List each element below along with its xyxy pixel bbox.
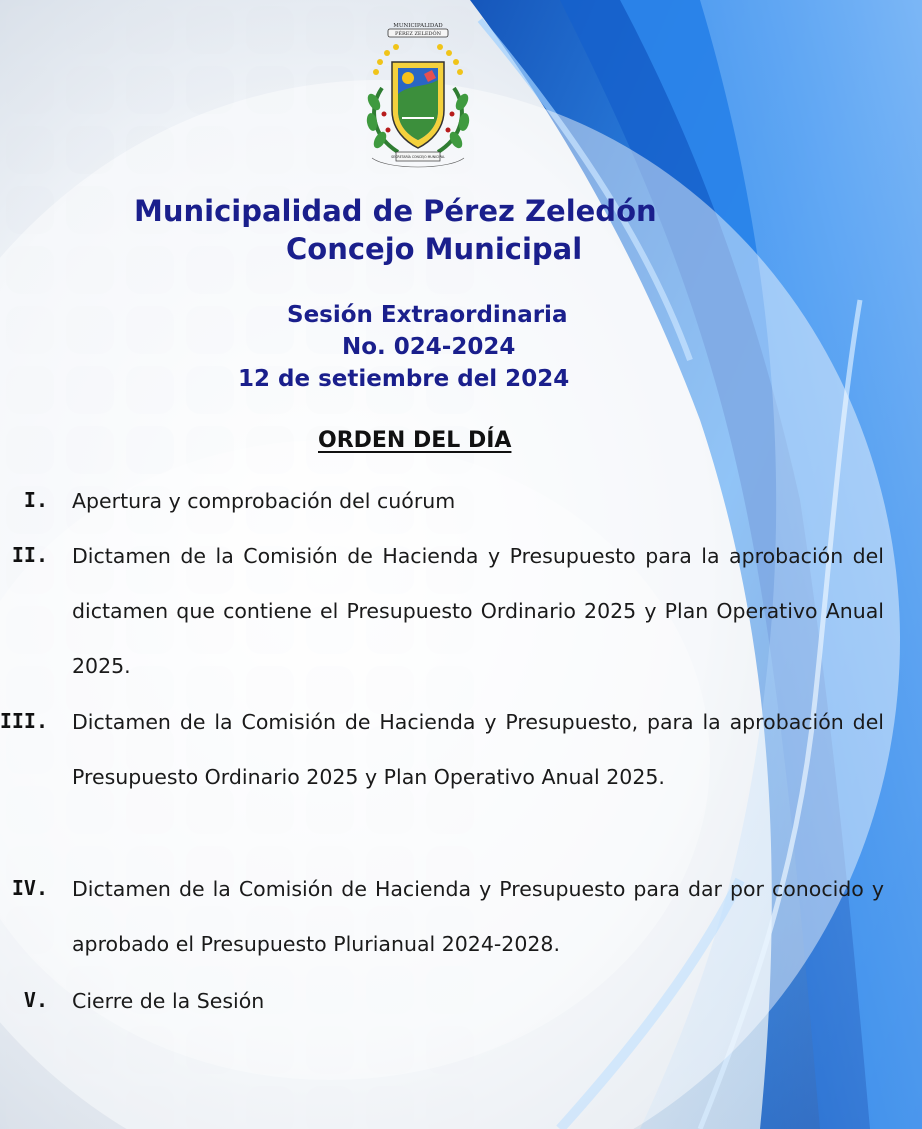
svg-text:SECRETARÍA CONCEJO MUNICIPAL: SECRETARÍA CONCEJO MUNICIPAL — [391, 155, 445, 159]
agenda-item-text: Dictamen de la Comisión de Hacienda y Presupuesto para dar por conocido y aprobado el Presupuesto Plurianual 2024-2028. — [72, 877, 884, 956]
agenda-item-number: V. — [23, 988, 48, 1012]
agenda-item-text: Apertura y comprobación del cuórum — [72, 489, 456, 513]
session-type: Sesión Extraordinaria — [287, 302, 568, 328]
agenda-heading: ORDEN DEL DÍA — [318, 428, 512, 453]
agenda-item-text: Dictamen de la Comisión de Hacienda y Presupuesto, para la aprobación del Presupuesto Ordinario 2025 y Plan Operativo Anual 2025. — [72, 710, 884, 789]
agenda-item-number: I. — [23, 488, 48, 512]
agenda-item-number: II. — [11, 543, 48, 567]
municipal-seal-logo — [358, 18, 478, 174]
agenda-item-text: Cierre de la Sesión — [72, 989, 265, 1013]
council-title: Concejo Municipal — [286, 232, 583, 266]
svg-text:PÉREZ ZELEDÓN: PÉREZ ZELEDÓN — [394, 31, 442, 37]
municipality-title: Municipalidad de Pérez Zeledón — [134, 194, 657, 228]
agenda-item-text: Dictamen de la Comisión de Hacienda y Presupuesto para la aprobación del dictamen que contiene el Presupuesto Ordinario 2025 y Plan Operativo Anual 2025. — [72, 544, 884, 678]
session-date: 12 de setiembre del 2024 — [238, 366, 570, 392]
agenda-item-number: III. — [0, 709, 48, 733]
agenda-item-number: IV. — [11, 876, 48, 900]
svg-text:MUNICIPALIDAD: MUNICIPALIDAD — [393, 23, 443, 29]
session-number: No. 024-2024 — [342, 334, 516, 360]
